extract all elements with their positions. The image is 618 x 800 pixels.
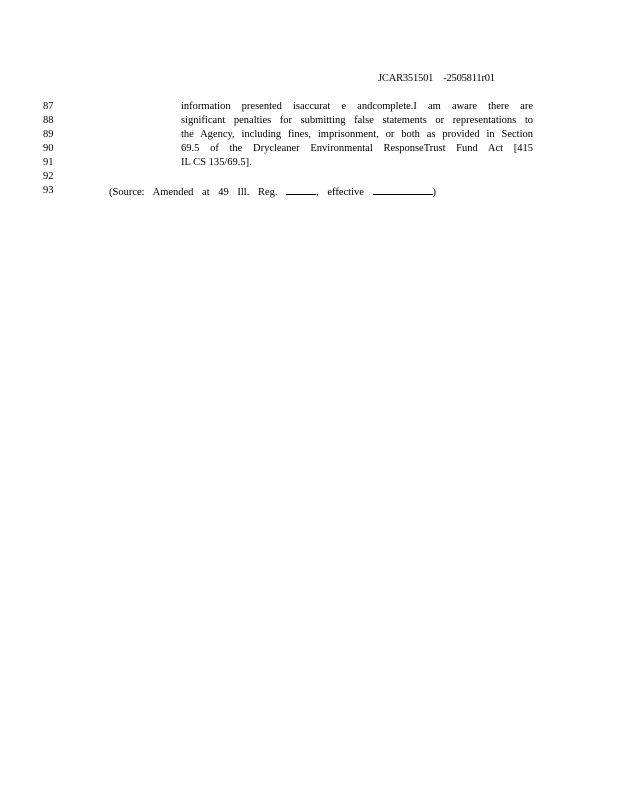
line-number: 89 [43, 129, 54, 140]
text-line-90 [0, 143, 618, 157]
line-number: 93 [43, 185, 54, 196]
document-header [378, 73, 495, 84]
source-suffix: ) [432, 187, 437, 198]
text-line-91 [0, 157, 618, 171]
line-text: IL CS 135/69.5]. [181, 157, 252, 168]
line-number: 92 [43, 171, 54, 182]
volume-blank [286, 185, 316, 195]
source-effective: , effective [316, 187, 364, 198]
revision-code: -2505811r01 [443, 73, 495, 84]
text-line-87 [0, 101, 618, 115]
source-line [0, 185, 618, 199]
line-text: information presented isaccurat e andcomplete.I am aware there are [181, 101, 533, 112]
source-note [109, 185, 436, 198]
line-text: significant penalties for submitting false statements or representations to [181, 115, 533, 126]
line-text: 69.5 of the Drycleaner Environmental ResponseTrust Fund Act [415 [181, 143, 533, 154]
text-line-92 [0, 171, 618, 185]
line-number: 87 [43, 101, 54, 112]
text-line-88 [0, 115, 618, 129]
line-number: 90 [43, 143, 54, 154]
line-text: the Agency, including fines, imprisonment, or both as provided in Section [181, 129, 533, 140]
line-number: 91 [43, 157, 54, 168]
source-prefix: (Source: Amended at 49 Ill. Reg. [109, 187, 278, 198]
line-number: 88 [43, 115, 54, 126]
text-line-89 [0, 129, 618, 143]
jcar-code: JCAR351501 [378, 73, 434, 84]
date-blank [373, 185, 433, 195]
